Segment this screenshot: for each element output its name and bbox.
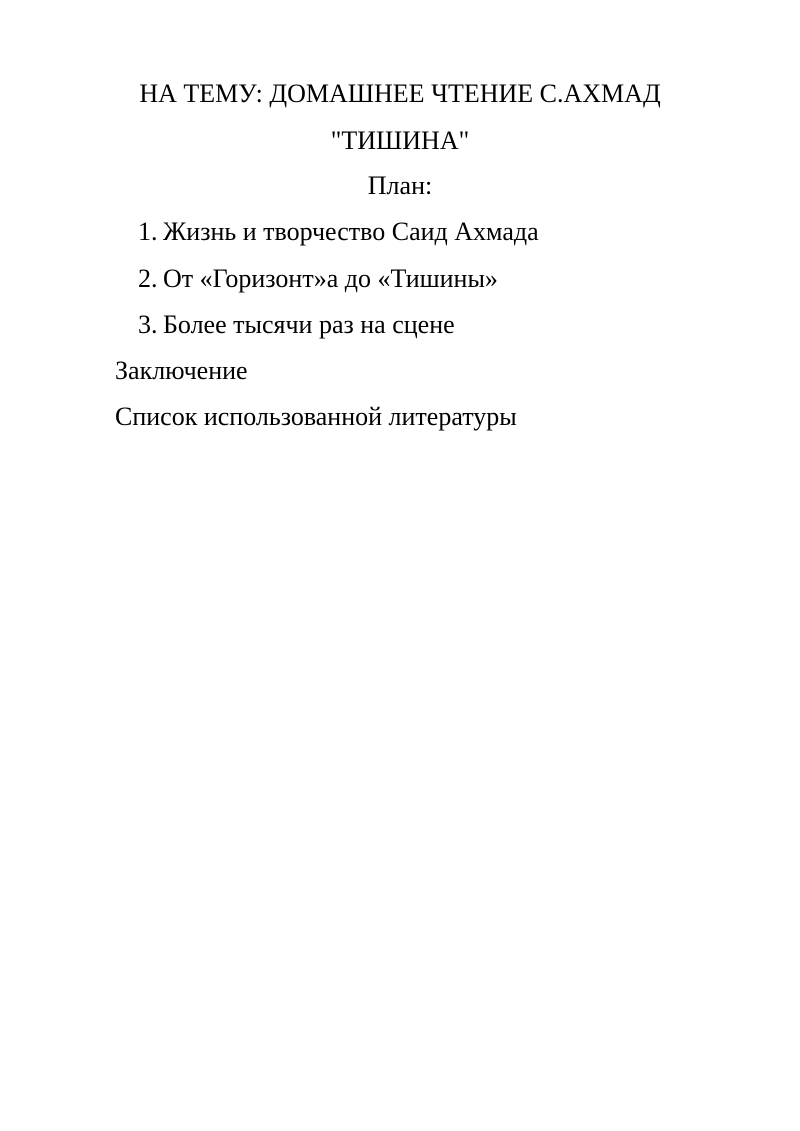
document-title-line-1: НА ТЕМУ: ДОМАШНЕЕ ЧТЕНИЕ С.АХМАД <box>139 79 661 108</box>
plan-item-text: Более тысячи раз на сцене <box>163 310 455 339</box>
plan-item-text: От «Горизонт»а до «Тишины» <box>163 264 498 293</box>
plan-item <box>138 309 455 341</box>
plan-item-number: 3. <box>138 310 158 339</box>
plan-heading: План: <box>367 171 433 200</box>
conclusion-heading: Заключение <box>115 356 248 385</box>
document-title-line-2: "ТИШИНА" <box>330 126 470 155</box>
plan-item-number: 1. <box>138 217 158 246</box>
bibliography-heading: Список использованной литературы <box>115 402 517 431</box>
plan-item-number: 2. <box>138 264 158 293</box>
plan-item <box>138 216 539 248</box>
plan-item-text: Жизнь и творчество Саид Ахмада <box>163 217 539 246</box>
plan-item <box>138 263 498 295</box>
